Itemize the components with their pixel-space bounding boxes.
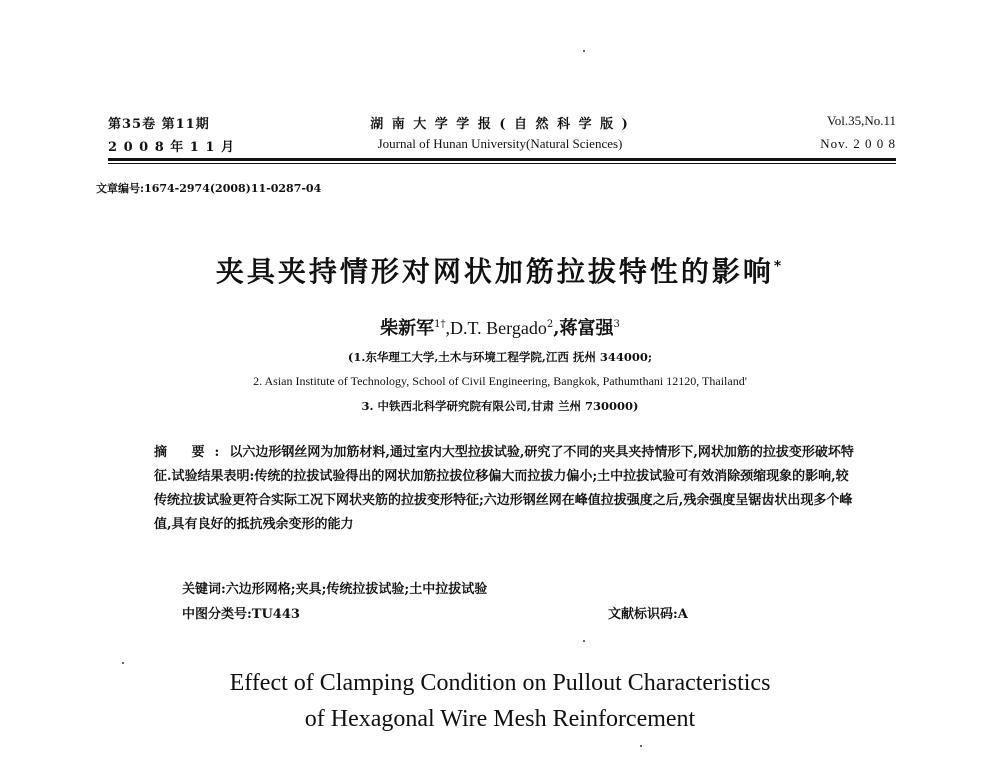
author-2: ,D.T. Bergado (445, 318, 547, 338)
title-footnote-mark: * (773, 258, 785, 275)
classification-number: 中图分类号:TU443 (182, 607, 300, 622)
scan-speck (583, 640, 585, 642)
author-2-affil: 2 (546, 319, 554, 330)
abstract-label: 摘 要: (154, 445, 230, 460)
publication-date-cn: 2 0 0 8 年 1 1 月 (108, 140, 235, 155)
scan-speck (122, 662, 124, 664)
author-list (0, 314, 1000, 340)
affiliation-2: 2. Asian Institute of Technology, School of Civil Engineering, Bangkok, Pathumthani 12120, Thailand' (253, 374, 747, 388)
keywords: 关键词:六边形网格;夹具;传统拉拔试验;土中拉拔试验 (182, 582, 488, 597)
affiliation-1: (1.东华理工大学,土木与环境工程学院,江西 抚州 344000; (347, 350, 653, 364)
journal-name-cn: 湖 南 大 学 学 报 ( 自 然 科 学 版 ) (370, 117, 630, 132)
affiliation-3: 3. 中铁西北科学研究院有限公司,甘肃 兰州 730000) (361, 399, 639, 413)
journal-name-en: Journal of Hunan University(Natural Sciences) (377, 136, 623, 151)
header-rule-thick (108, 158, 896, 161)
author-3: ,蒋富强 (553, 318, 614, 339)
scan-speck (640, 745, 642, 747)
abstract (154, 441, 854, 537)
document-code: 文献标识码:A (608, 607, 688, 622)
volume-issue: 第35卷 第11期 (108, 117, 210, 132)
author-3-affil: 3 (613, 319, 620, 330)
volume-number-en: Vol.35,No.11 (827, 113, 896, 128)
article-number: 文章编号:1674-2974(2008)11-0287-04 (96, 182, 322, 195)
publication-date-en: Nov. 2 0 0 8 (820, 136, 896, 151)
english-title-line-1: Effect of Clamping Condition on Pullout Characteristics (229, 670, 771, 696)
author-1: 柴新军 (380, 318, 435, 339)
abstract-body: 以六边形钢丝网为加筋材料,通过室内大型拉拔试验,研究了不同的夹具夹持情形下,网状加筋的拉拔变形破坏特征.试验结果表明:传统的拉拔试验得出的网状加筋拉拔位移偏大而拉拔力偏小;土中拉拔试验可有效消除颈缩现象的影响,较传统拉拔试验更符合实际工况下网状夹筋的拉拔变形特征;六边形钢丝网在峰值拉拔强度之后,残余强度呈锯齿状出现多个峰值,具有良好的抵抗残余变形的能力 (154, 445, 854, 532)
author-1-affil: 1† (434, 319, 446, 330)
paper-title (0, 250, 1000, 290)
paper-title-text: 夹具夹持情形对网状加筋拉拔特性的影响 (215, 255, 774, 288)
scan-speck (583, 50, 585, 52)
header-rule-thin (108, 163, 896, 164)
english-title-line-2: of Hexagonal Wire Mesh Reinforcement (304, 706, 696, 732)
